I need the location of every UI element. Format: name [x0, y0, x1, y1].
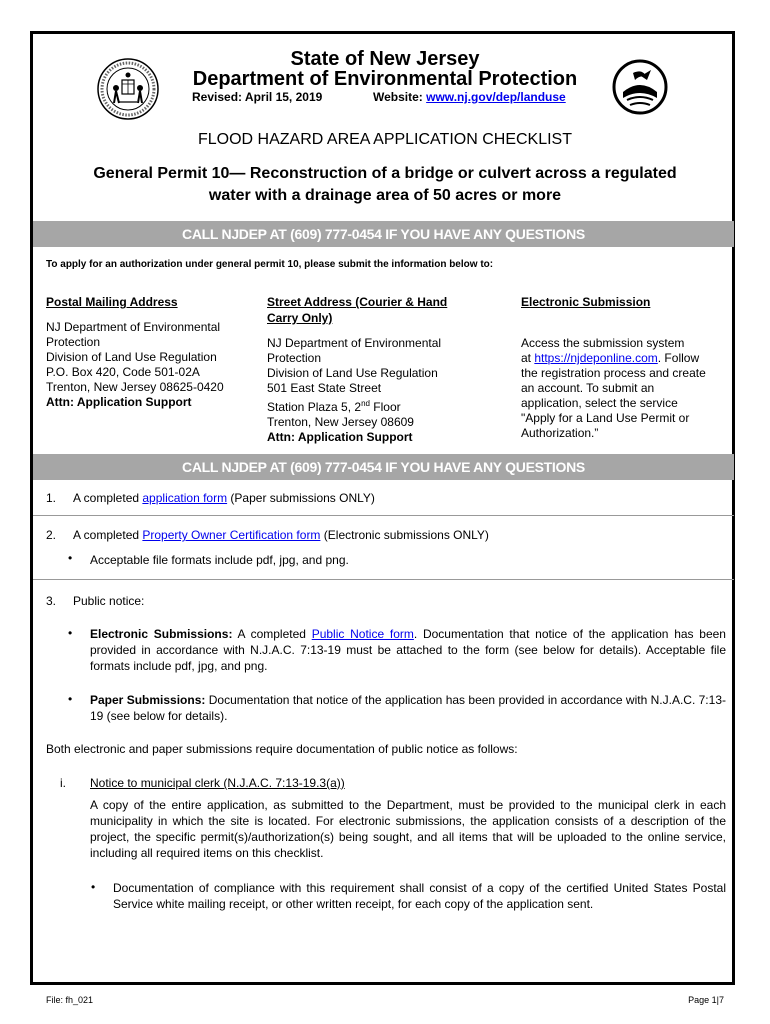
application-form-link[interactable]: application form — [142, 491, 228, 505]
item-1-number: 1. — [46, 491, 57, 505]
item-3-text: Public notice: — [73, 594, 145, 608]
electronic-submissions-text: Electronic Submissions: A completed Public Notice form. Documentation that notice of the application has been provided in accordance with N.J.A.C. 7:13-19 must be attached to the form (see below for details). Acceptable file formats include pdf, jpg, and png. — [90, 627, 726, 673]
municipal-clerk-heading: Notice to municipal clerk (N.J.A.C. 7:13-19.3(a)) — [90, 776, 345, 790]
street-address-column: Street Address (Courier & Hand Carry Only) NJ Department of Environmental Protection Division of Land Use Regulation 501 East State Street Station Plaza 5, 2nd Floor Trenton, New Jersey 08609 Attn: Application Support — [267, 294, 482, 445]
file-id: File: fh_021 — [46, 995, 94, 1005]
electronic-heading: Electronic Submission — [521, 295, 651, 309]
bullet-icon: • — [91, 880, 96, 894]
bullet-icon: • — [68, 626, 73, 640]
item-2-text: A completed Property Owner Certification form (Electronic submissions ONLY) — [73, 528, 489, 542]
item-2-bullet: Acceptable file formats include pdf, jpg, and png. — [90, 553, 349, 567]
divider — [33, 579, 734, 580]
state-name: State of New Jersey — [290, 48, 480, 70]
municipal-clerk-paragraph: A copy of the entire application, as submitted to the Department, must be provided to the municipal clerk in each municipality in which the site is located. For electronic submissions, the application consists of a description of the project, the specific permit(s)/authorization(s) being sought, and all items that will be uploaded to the online service, including all required items on this checklist. — [90, 798, 726, 860]
sub-item-i-number: i. — [60, 776, 66, 790]
permit-title: General Permit 10— Reconstruction of a bridge or culvert across a regulated water with a drainage area of 50 acres or more — [93, 165, 677, 204]
department-name: Department of Environmental Protection — [192, 68, 578, 90]
contact-banner-2: CALL NJDEP AT (609) 777-0454 IF YOU HAVE ANY QUESTIONS — [33, 454, 734, 480]
item-2-number: 2. — [46, 528, 57, 542]
intro-text: To apply for an authorization under general permit 10, please submit the information below to: — [46, 259, 494, 270]
njdeponline-link[interactable]: https://njdeponline.com — [534, 351, 658, 365]
website-link[interactable]: www.nj.gov/dep/landuse — [426, 90, 566, 104]
item-1-text: A completed application form (Paper submissions ONLY) — [73, 491, 375, 505]
website-line: Website: www.nj.gov/dep/landuse — [373, 90, 566, 104]
electronic-submission-column: Electronic Submission Access the submission system at https://njdeponline.com. Follow the registration process and create an account. To submit an application, select the service "Apply for a Land Use Permit or Authorization.” — [521, 294, 726, 441]
item-3-number: 3. — [46, 594, 57, 608]
page-number: Page 1|7 — [688, 995, 724, 1005]
postal-address-column: Postal Mailing Address NJ Department of Environmental Protection Division of Land Use Regulation P.O. Box 420, Code 501-02A Trenton, New Jersey 08625-0420 Attn: Application Support — [46, 294, 246, 410]
public-notice-form-link[interactable]: Public Notice form — [311, 627, 414, 641]
postal-heading: Postal Mailing Address — [46, 295, 178, 309]
bullet-icon: • — [68, 692, 73, 706]
revision-date: Revised: April 15, 2019 — [192, 90, 323, 104]
divider — [33, 515, 734, 516]
both-submissions-text: Both electronic and paper submissions require documentation of public notice as follows: — [46, 742, 518, 756]
street-heading: Street Address (Courier & Hand Carry Only) — [267, 295, 448, 325]
checklist-title: FLOOD HAZARD AREA APPLICATION CHECKLIST — [197, 131, 572, 148]
contact-banner: CALL NJDEP AT (609) 777-0454 IF YOU HAVE ANY QUESTIONS — [33, 221, 734, 247]
receipt-documentation-text: Documentation of compliance with this requirement shall consist of a copy of the certified United States Postal Service white mailing receipt, or other written receipt, for each copy of the application sent. — [113, 881, 726, 911]
paper-submissions-text: Paper Submissions: Documentation that notice of the application has been provided in accordance with N.J.A.C. 7:13-19 (see below for details). — [90, 693, 726, 723]
property-owner-form-link[interactable]: Property Owner Certification form — [142, 528, 321, 542]
bullet-icon: • — [68, 551, 73, 565]
